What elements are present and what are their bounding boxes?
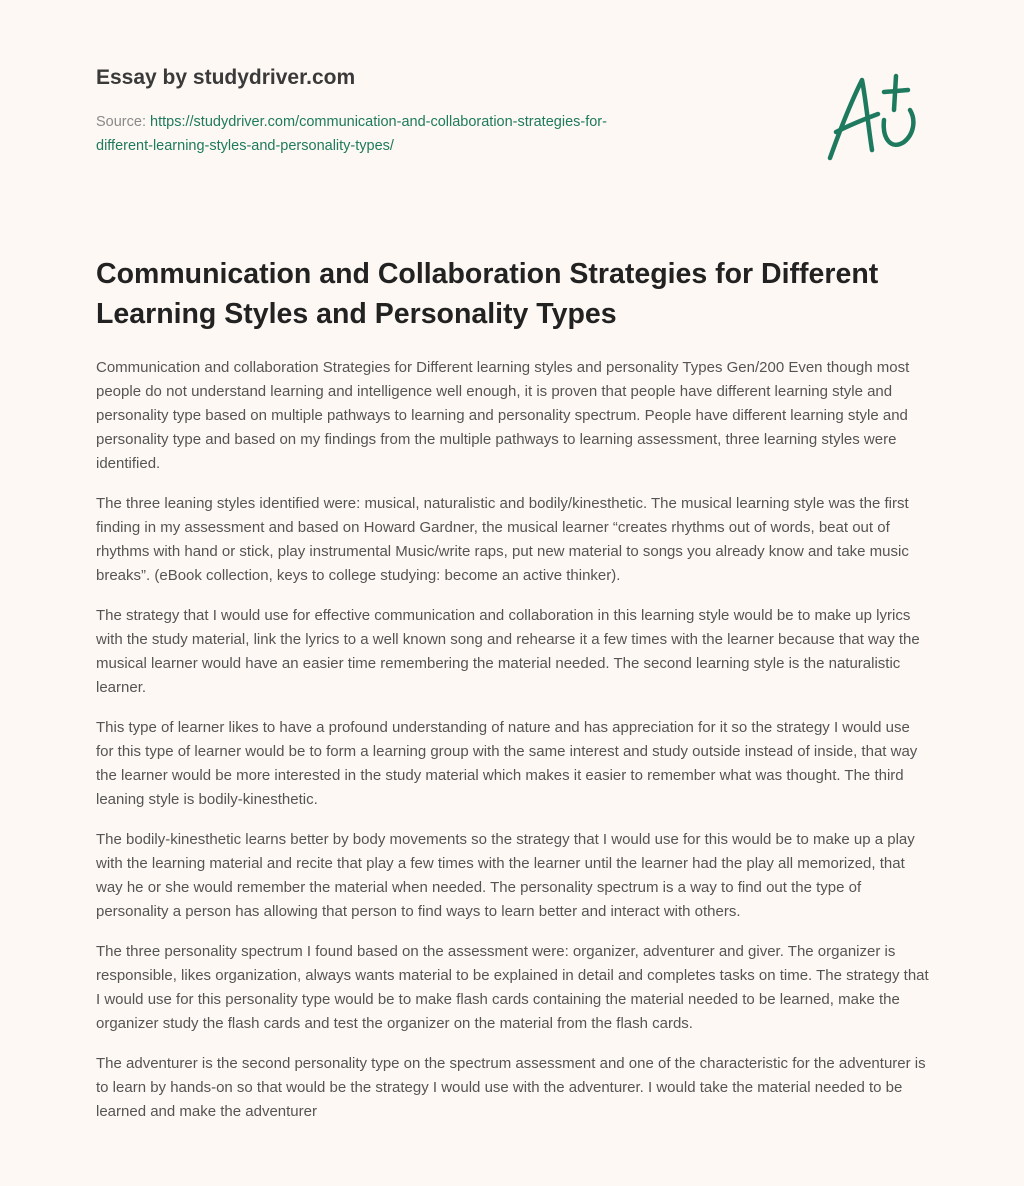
page-header [96,64,736,158]
essay-title: Communication and Collaboration Strategies for Different Learning Styles and Personality Types [96,258,879,330]
essay-paragraph: This type of learner likes to have a profound understanding of nature and has appreciation for it so the strategy I would use for this type of learner would be to form a learning group with the same interest and study outside instead of inside, that way the learner would be more interested in the study material which makes it easier to remember what was thought. The third leaning style is bodily-kinesthetic. [96,719,918,808]
source-line [96,110,736,158]
essay-paragraph: The three personality spectrum I found based on the assessment were: organizer, adventurer and giver. The organizer is responsible, likes organization, always wants material to be explained in detail and completes tasks on time. The strategy that I would use for this personality type would be to make flash cards containing the material needed to be learned, make the organizer study the flash cards and test the organizer on the material from the flash cards. [96,943,929,1032]
a-plus-logo [822,70,926,166]
site-title: Essay by studydriver.com [96,66,356,89]
essay-paragraph: The three leaning styles identified were: musical, naturalistic and bodily/kinesthetic. The musical learning style was the first finding in my assessment and based on Howard Gardner, the musical learner “creates rhythms out of words, beat out of rhythms with hand or stick, play instrumental Music/write raps, put new material to songs you already know and take music breaks”. (eBook collection, keys to college studying: become an active thinker). [96,495,909,584]
essay-paragraph: The adventurer is the second personality type on the spectrum assessment and one of the characteristic for the adventurer is to learn by hands-on so that would be the strategy I would use with the adventurer. I would take the material needed to be learned and make the adventurer [96,1055,926,1120]
source-url-line1[interactable]: https://studydriver.com/communication-and-collaboration-strategies-for- [150,114,607,130]
essay-paragraph: The strategy that I would use for effective communication and collaboration in this learning style would be to make up lyrics with the study material, link the lyrics to a well known song and rehearse it a few times with the learner because that way the musical learner would have an easier time remembering the material needed. The second learning style is the naturalistic learner. [96,607,920,696]
source-label: Source: [96,114,146,130]
a-plus-logo-icon [822,70,926,166]
source-link[interactable] [96,114,607,154]
essay-content [96,254,930,1140]
source-url-line2[interactable]: different-learning-styles-and-personality-types/ [96,138,394,154]
essay-paragraph: Communication and collaboration Strategies for Different learning styles and personality Types Gen/200 Even though most people do not understand learning and intelligence well enough, it is proven that people have different learning style and personality type based on multiple pathways to learning and personality spectrum. People have different learning style and personality type and based on my findings from the multiple pathways to learning assessment, three learning styles were identified. [96,359,910,472]
essay-paragraph: The bodily-kinesthetic learns better by body movements so the strategy that I would use for this would be to make up a play with the learning material and recite that play a few times with the learner until the learner had the play all memorized, that way he or she would remember the material when needed. The personality spectrum is a way to find out the type of personality a person has allowing that person to find ways to learn better and interact with others. [96,831,915,920]
